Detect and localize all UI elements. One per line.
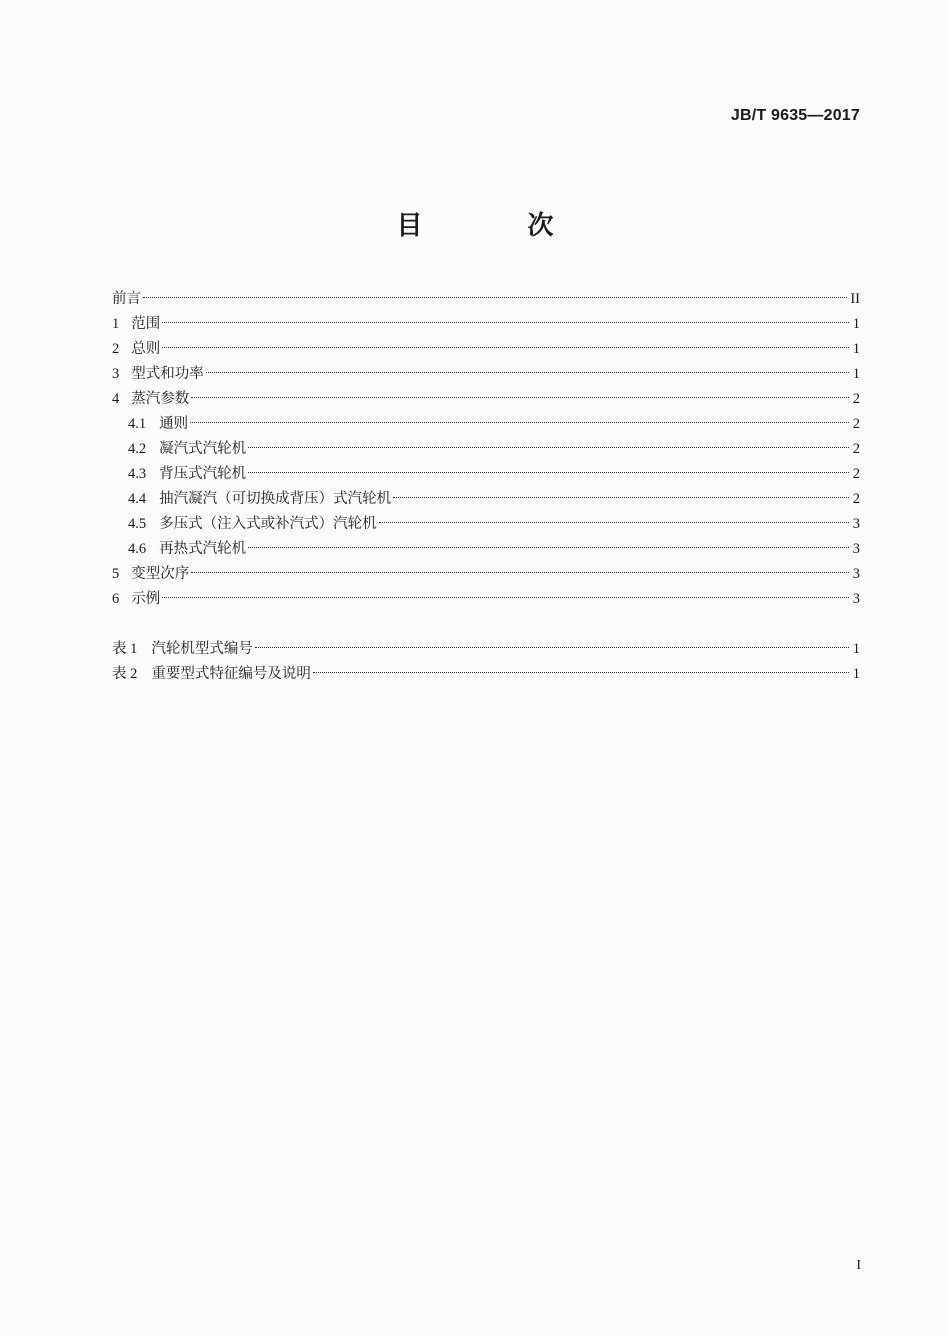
table-of-contents	[112, 287, 860, 687]
standard-number: JB/T 9635—2017	[730, 107, 860, 124]
dot-leader	[393, 497, 849, 498]
toc-entry-text: 抽汽凝汽（可切换成背压）式汽轮机	[159, 491, 392, 507]
toc-entry-page: 2	[852, 491, 860, 507]
toc-entry-6[interactable]	[112, 587, 860, 612]
toc-entry-text: 凝汽式汽轮机	[159, 441, 247, 457]
dot-leader	[143, 297, 847, 298]
toc-entry-text: 蒸汽参数	[131, 391, 190, 407]
toc-entry-text: 示例	[131, 591, 161, 607]
dot-leader	[248, 547, 849, 548]
toc-entry-number: 4.1	[128, 416, 147, 432]
toc-entry-number: 1	[112, 316, 120, 332]
dot-leader	[191, 572, 849, 573]
toc-table-page: 1	[852, 641, 860, 657]
dot-leader	[162, 597, 849, 598]
toc-table-entry-2[interactable]	[112, 662, 860, 687]
dot-leader	[162, 322, 849, 323]
toc-entry-number: 6	[112, 591, 120, 607]
dot-leader	[379, 522, 849, 523]
toc-entry-page: 3	[852, 566, 860, 582]
toc-entry-page: 3	[852, 516, 860, 532]
toc-entry-5[interactable]	[112, 562, 860, 587]
toc-entry-number: 4	[112, 391, 120, 407]
toc-table-page: 1	[852, 666, 860, 682]
toc-entry-4-2[interactable]	[112, 437, 860, 462]
dot-leader	[162, 347, 849, 348]
toc-entry-page: II	[850, 291, 860, 307]
toc-entry-4-5[interactable]	[112, 512, 860, 537]
toc-entry-text: 通则	[159, 416, 189, 432]
dot-leader	[313, 672, 849, 673]
toc-entry-text: 前言	[112, 291, 141, 307]
toc-table-number: 表 2	[112, 666, 138, 682]
toc-table-entry-1[interactable]	[112, 637, 860, 662]
toc-entry-foreword[interactable]	[112, 287, 860, 312]
toc-entry-4-6[interactable]	[112, 537, 860, 562]
toc-entry-number: 3	[112, 366, 120, 382]
toc-entry-page: 1	[852, 316, 860, 332]
page-number: I	[856, 1258, 861, 1273]
toc-entry-page: 2	[852, 416, 860, 432]
toc-entry-2[interactable]	[112, 337, 860, 362]
toc-entry-page: 2	[852, 441, 860, 457]
toc-entry-3[interactable]	[112, 362, 860, 387]
dot-leader	[248, 447, 849, 448]
toc-entry-4-1[interactable]	[112, 412, 860, 437]
toc-entry-text: 变型次序	[131, 566, 190, 582]
toc-entry-text: 范围	[131, 316, 161, 332]
toc-spacer	[112, 612, 860, 637]
toc-entry-1[interactable]	[112, 312, 860, 337]
toc-entry-number: 4.6	[128, 541, 147, 557]
toc-entry-page: 2	[852, 391, 860, 407]
dot-leader	[255, 647, 849, 648]
toc-entry-4-4[interactable]	[112, 487, 860, 512]
toc-entry-4-3[interactable]	[112, 462, 860, 487]
toc-entry-text: 总则	[131, 341, 161, 357]
toc-entry-text: 再热式汽轮机	[159, 541, 247, 557]
toc-entry-text: 多压式（注入式或补汽式）汽轮机	[159, 516, 377, 532]
toc-entry-number: 5	[112, 566, 120, 582]
page-title: 目 次	[396, 211, 602, 241]
dot-leader	[191, 397, 849, 398]
toc-entry-text: 背压式汽轮机	[159, 466, 247, 482]
toc-entry-number: 4.5	[128, 516, 147, 532]
dot-leader	[206, 372, 849, 373]
toc-entry-page: 1	[852, 341, 860, 357]
toc-table-text: 汽轮机型式编号	[151, 641, 253, 657]
toc-table-number: 表 1	[112, 641, 138, 657]
toc-entry-page: 3	[852, 591, 860, 607]
toc-entry-number: 4.2	[128, 441, 147, 457]
toc-entry-number: 4.4	[128, 491, 147, 507]
toc-entry-page: 3	[852, 541, 860, 557]
toc-entry-page: 2	[852, 466, 860, 482]
dot-leader	[248, 472, 849, 473]
toc-entry-text: 型式和功率	[131, 366, 204, 382]
toc-entry-4[interactable]	[112, 387, 860, 412]
toc-entry-number: 2	[112, 341, 120, 357]
toc-entry-page: 1	[852, 366, 860, 382]
dot-leader	[190, 422, 849, 423]
toc-entry-number: 4.3	[128, 466, 147, 482]
toc-table-text: 重要型式特征编号及说明	[151, 666, 311, 682]
